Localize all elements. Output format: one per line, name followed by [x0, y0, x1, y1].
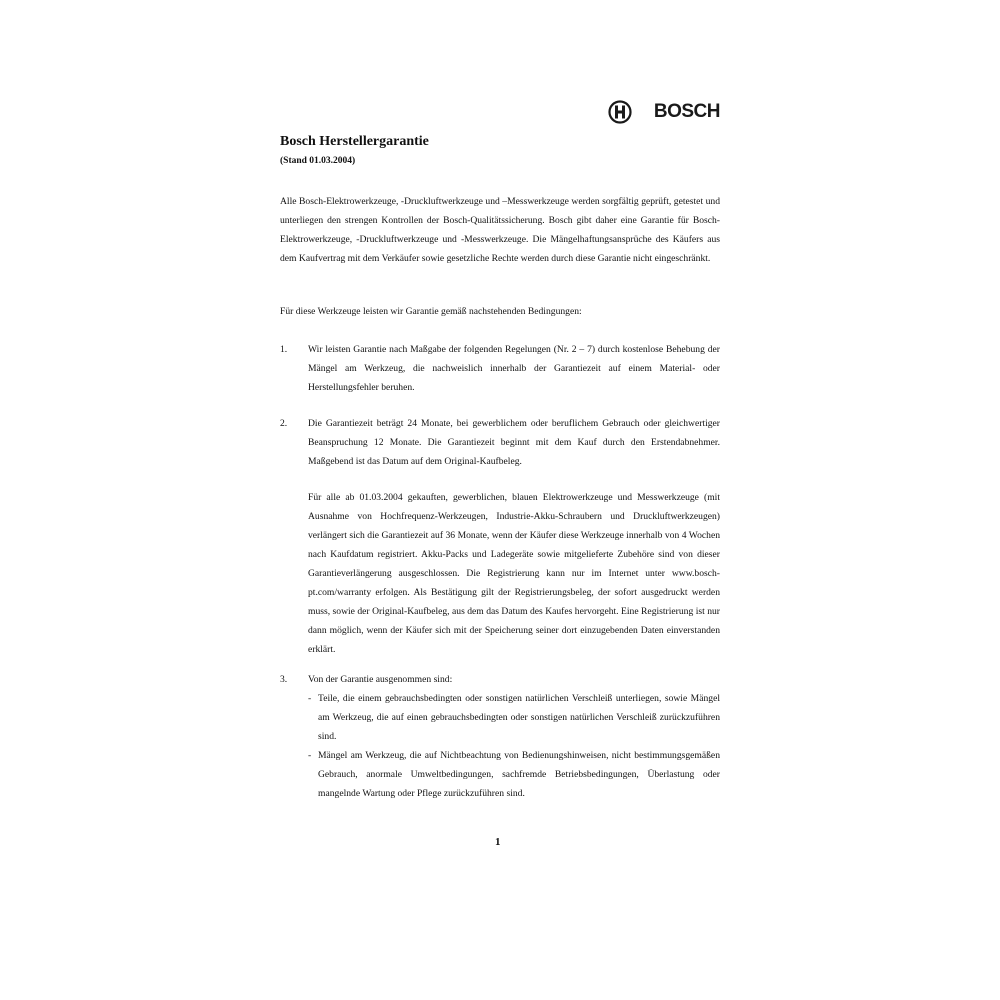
conditions-lead: Für diese Werkzeuge leisten wir Garantie gemäß nachstehenden Bedingungen: [280, 306, 582, 317]
condition-item-2-extension [280, 488, 720, 659]
condition-item-3 [280, 670, 720, 803]
document-date: (Stand 01.03.2004) [280, 156, 356, 166]
item-number: 2. [280, 418, 288, 429]
item-text: Wir leisten Garantie nach Maßgabe der folgenden Regelungen (Nr. 2 – 7) durch kostenlose Behebung der Mängel am Werkzeug, die nachweislich innerhalb der Garantiezeit auf einem Material- oder Herstellungsfehler beruhen. [308, 344, 720, 393]
item-text: Die Garantiezeit beträgt 24 Monate, bei gewerblichem oder beruflichem Gebrauch oder gleichwertiger Beanspruchung 12 Monate. Die Garantiezeit beginnt mit dem Kauf durch den Erstendabnehmer. Maßgebend ist das Datum auf dem Original-Kaufbeleg. [308, 418, 720, 467]
condition-item-1 [280, 340, 720, 397]
bosch-logo [608, 100, 720, 124]
page-number: 1 [495, 836, 501, 848]
exclusion-list [308, 689, 720, 803]
document-title: Bosch Herstellergarantie [280, 134, 429, 149]
item-text-wrapper [308, 670, 720, 803]
condition-item-2 [280, 414, 720, 471]
document-page [280, 96, 720, 866]
item-number: 3. [280, 674, 288, 685]
list-item-text: Mängel am Werkzeug, die auf Nichtbeachtung von Bedienungshinweisen, nicht bestimmungsgemäßen Gebrauch, anormale Umweltbedingungen, sachfremde Betriebsbedingungen, Überlastung oder mangelnde Wartung oder Pflege zurückzuführen sind. [318, 750, 720, 799]
item-text-extension: Für alle ab 01.03.2004 gekauften, gewerblichen, blauen Elektrowerkzeuge und Messwerkzeuge (mit Ausnahme von Hochfrequenz-Werkzeugen, Industrie-Akku-Schraubern und Druckluftwerkzeugen) verlängert sich die Garantiezeit auf 36 Monate, wenn der Käufer diese Werkzeuge innerhalb von 4 Wochen nach Kaufdatum registriert. Akku-Packs und Ladegeräte sowie mitgelieferte Zubehöre sind von dieser Garantieverlängerung ausgeschlossen. Die Registrierung kann nur im Internet unter www.bosch-pt.com/warranty erfolgen. Als Bestätigung gilt der Registrierungsbeleg, der sofort ausgedruckt werden muss, sowie der Original-Kaufbeleg, aus dem das Datum des Kaufes hervorgeht. Eine Registrierung ist nur dann möglich, wenn der Käufer sich mit der Speicherung seiner dort einzugebenden Daten einverstanden erklärt. [308, 492, 720, 655]
bosch-armature-icon [608, 100, 632, 124]
list-item: - Mängel am Werkzeug, die auf Nichtbeachtung von Bedienungshinweisen, nicht bestimmungsgemäßen Gebrauch, anormale Umweltbedingungen, sachfremde Betriebsbedingungen, Überlastung oder mangelnde Wartung oder Pflege zurückzuführen sind. [308, 750, 720, 799]
brand-name: BOSCH [653, 101, 720, 122]
intro-paragraph: Alle Bosch-Elektrowerkzeuge, -Druckluftwerkzeuge und –Messwerkzeuge werden sorgfältig geprüft, getestet und unterliegen den strengen Kontrollen der Bosch-Qualitätssicherung. Bosch gibt daher eine Garantie für Bosch-Elektrowerkzeuge, -Druckluftwerkzeuge und -Messwerkzeuge. Die Mängelhaftungsansprüche des Käufers aus dem Kaufvertrag mit dem Verkäufer sowie gesetzliche Rechte werden durch diese Garantie nicht eingeschränkt. [280, 196, 720, 264]
list-item-text: Teile, die einem gebrauchsbedingten oder sonstigen natürlichen Verschleiß unterliegen, sowie Mängel am Werkzeug, die auf einen gebrauchsbedingten oder sonstigen natürlichen Verschleiß zurückzuführen sind. [318, 693, 720, 742]
list-item: - Teile, die einem gebrauchsbedingten oder sonstigen natürlichen Verschleiß unterliegen, sowie Mängel am Werkzeug, die auf einen gebrauchsbedingten oder sonstigen natürlichen Verschleiß zurückzuführen sind. [308, 693, 720, 742]
item-text: Von der Garantie ausgenommen sind: [308, 674, 453, 685]
item-number: 1. [280, 344, 288, 355]
